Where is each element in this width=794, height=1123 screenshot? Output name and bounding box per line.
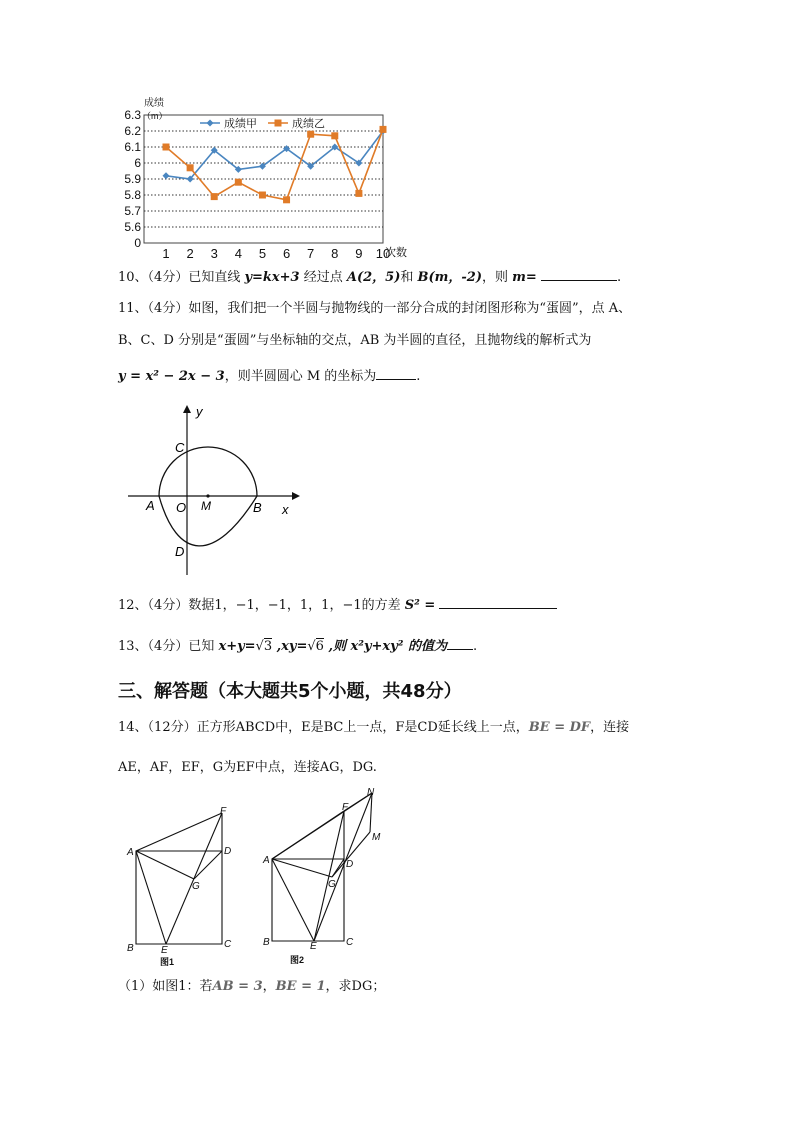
q10-point-b: B(m，-2) [417,270,482,285]
q14-1-prefix: （1）如图1：若 [118,979,213,994]
figure-1 [120,803,250,968]
fig2-label-f: F [342,802,349,813]
question-11-line1: 11、（4分）如图，我们把一个半圆与抛物线的一部分合成的封闭图形称为“蛋圆”，点 A、 [118,301,632,316]
y-axis-arrow-icon [183,405,191,413]
segment-af [136,813,222,851]
series-2-point [331,132,338,139]
fig2-label-n: N [367,787,375,798]
y-tick-label: 6.2 [124,124,141,138]
segment-dg [194,851,222,879]
question-11-line3 [118,367,420,387]
section-title: 三、解答题（本大题共5个小题，共48分） [118,681,462,702]
series-1-point [163,172,170,179]
legend-marker-1 [207,120,214,127]
fig2-label-a: A [263,855,270,866]
q13-prefix: 13、（4分）已知 [118,639,219,654]
y-tick-label: 5.8 [124,188,141,202]
q10-end: . [616,270,622,285]
fig1-label-c: C [224,939,232,950]
y-tick-label: 5.7 [124,204,141,218]
fig1-caption: 图1 [160,957,175,967]
q11-answer-blank[interactable] [376,367,416,380]
x-tick-label: 5 [258,246,267,261]
q10-answer-blank[interactable] [541,268,617,281]
x-tick-label: 4 [234,246,242,261]
label-d: D [175,544,185,559]
question-12 [118,596,557,616]
q10-and: 和 [400,270,418,285]
q11-formula: y = x² − 2x − 3 [118,369,225,384]
fig1-label-f: F [220,806,227,817]
q14-1-be: BE = 1 [275,979,326,994]
q13-expr3: ,则 x²y+xy² 的值为 [323,639,447,654]
egg-figure [122,400,302,580]
q12-text: 12、（4分）数据1，−1，−1，1，1，−1的方差 [118,598,401,613]
series-2-point [283,196,290,203]
series-2-point [259,192,266,199]
x-tick-label: 8 [331,246,339,261]
q13-expr2: ,xy= [272,639,308,654]
q10-prefix: 10、（4分）已知直线 [118,270,245,285]
label-c: C [175,440,185,455]
segment-nm [370,793,372,832]
series-2-point [380,126,387,133]
y-tick-label: 6.1 [124,140,141,154]
q10-then: ，则 [482,270,513,285]
x-tick-label: 3 [210,246,218,261]
x-axis-arrow-icon [292,492,300,500]
fig2-label-g: G [328,879,336,890]
q12-answer-blank[interactable] [439,596,557,609]
q10-m: m= [512,270,537,285]
q13-sqrt1-sign: √ [255,639,264,654]
q13-end: . [472,639,478,654]
y-tick-label: 6 [134,156,141,170]
x-tick-label: 2 [186,246,194,261]
q14-1-sep: ， [262,979,276,994]
q14-line1: 14、（12分）正方形ABCD中，E是BC上一点，F是CD延长线上一点， [118,720,529,735]
legend-marker-2 [275,120,282,127]
fig1-label-d: D [224,846,232,857]
q10-point-a: A(2，5) [346,270,401,285]
segment-ag [272,859,332,877]
label-x: x [282,502,289,517]
series-2-point [307,131,314,138]
x-tick-label: 10 [375,246,391,261]
x-tick-label: 7 [307,246,315,261]
fig2-label-e: E [310,941,317,952]
series-line-2 [166,129,383,199]
q14-1-ab: AB = 3 [212,979,263,994]
q11-end: . [416,369,421,384]
fig1-label-b: B [127,943,134,954]
q12-formula: S² = [404,598,436,613]
fig1-label-a: A [127,847,134,858]
center-m-dot [206,494,209,497]
q14-line1-end: ，连接 [590,720,630,735]
segment-ag [136,851,194,879]
label-b: B [253,500,262,515]
series-2-point [211,193,218,200]
y-tick-label: 5.6 [124,220,141,234]
q10-expr: y=kx+3 [244,270,300,285]
q13-sqrt2: 6 [315,639,324,654]
q13-answer-blank[interactable] [447,637,473,650]
fig2-label-c: C [346,937,354,948]
question-14-part1 [118,977,385,997]
y-tick-label: 0 [134,236,141,250]
q14-1-suffix: ，求DG； [325,979,386,994]
legend-label-1: 成绩甲 [224,118,257,130]
label-a: A [146,498,155,513]
q11-line3: ，则半圆圆心 M 的坐标为 [224,369,377,384]
question-10 [118,268,621,288]
fig1-label-g: G [192,881,200,892]
question-11-line2: B、C、D 分别是“蛋圆”与坐标轴的交点，AB 为半圆的直径，且抛物线的解析式为 [118,333,592,348]
y-tick-label: 5.9 [124,172,141,186]
y-axis-label: 成绩 [144,98,164,109]
q13-sqrt1: 3 [263,639,273,654]
label-m: M [201,499,211,513]
square-abcd [136,851,222,944]
series-2-point [235,179,242,186]
fig2-label-m: M [372,832,381,843]
fig2-caption: 图2 [290,955,305,965]
q13-expr1: x+y= [218,639,256,654]
q13-sqrt2-sign: √ [307,639,316,654]
series-2-point [163,144,170,151]
question-14-line1 [118,718,629,738]
fig1-label-e: E [161,945,168,956]
x-tick-label: 6 [282,246,291,261]
legend-label-2: 成绩乙 [292,118,325,130]
label-y: y [196,404,203,419]
y-axis-unit: （m） [142,111,168,121]
score-line-chart [118,90,418,262]
x-tick-label: 9 [355,246,363,261]
q10-mid: 经过点 [299,270,347,285]
series-2-point [187,164,194,171]
question-14-line2: AE，AF，EF，G为EF中点，连接AG，DG. [118,760,377,775]
x-axis-label: 次数 [385,247,407,259]
y-tick-label: 6.3 [124,108,141,122]
semicircle [159,447,257,496]
question-13 [118,637,477,657]
q14-cond: BE = DF [528,720,591,735]
series-2-point [355,190,362,197]
fig2-label-b: B [263,937,270,948]
segment-ae [136,851,166,944]
segment-ae [272,859,314,941]
label-o: O [176,500,187,515]
x-tick-label: 1 [162,246,170,261]
figure-2 [260,785,390,970]
fig2-label-d: D [346,859,354,870]
